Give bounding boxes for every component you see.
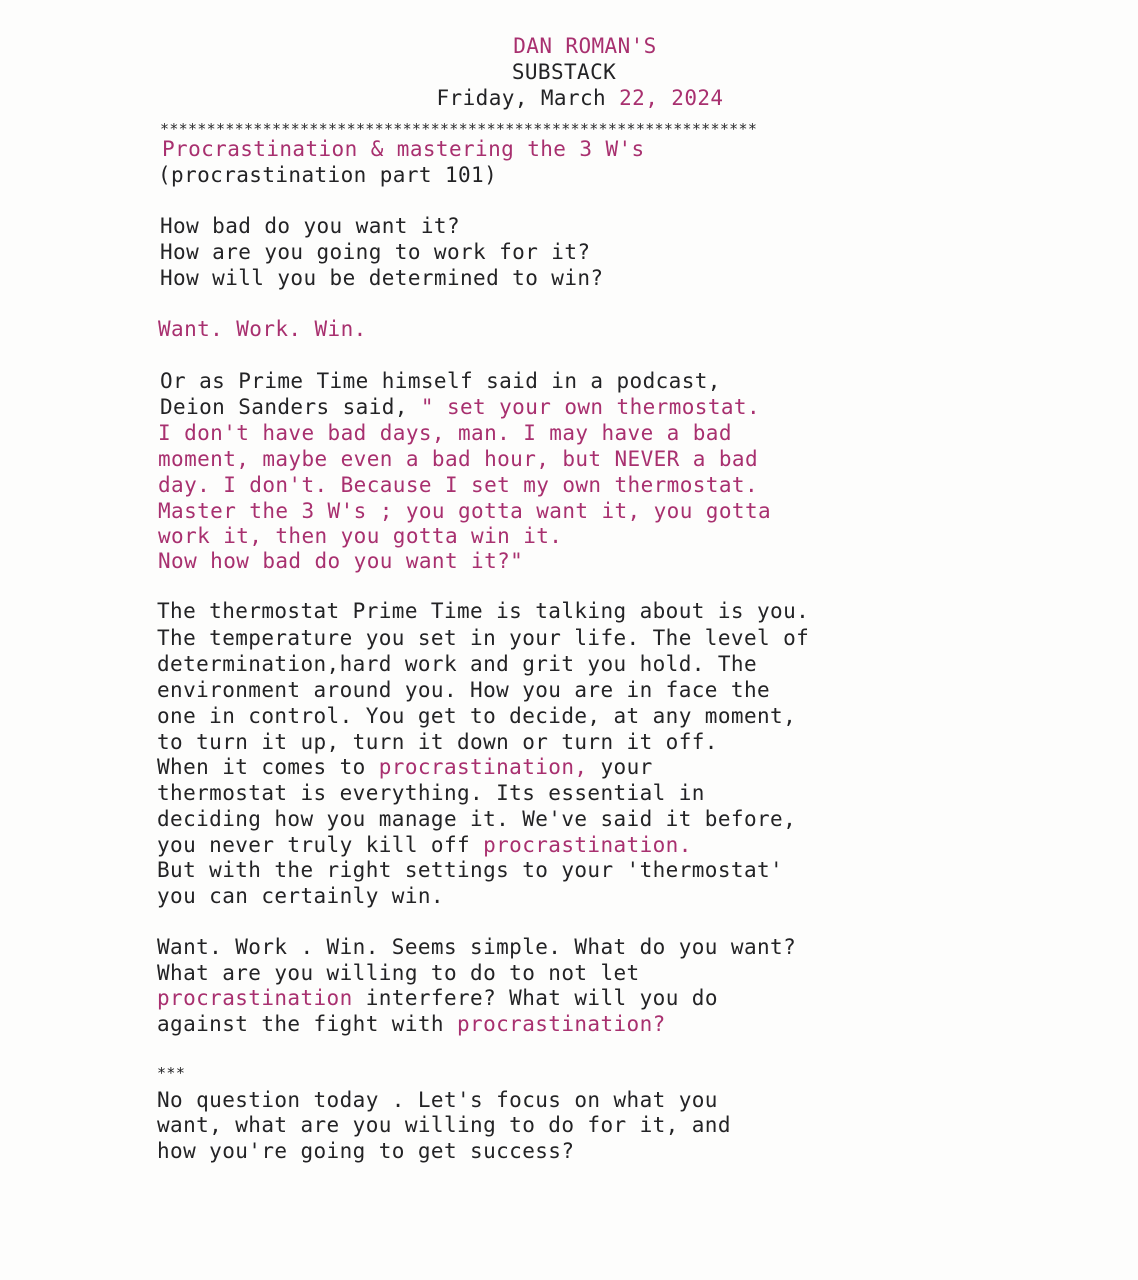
quote-text: I don't have bad days, man. I may have a bad	[158, 421, 732, 445]
quote-intro: Or as Prime Time himself said in a podcast,	[160, 369, 721, 393]
body-line: you can certainly win.	[157, 884, 444, 908]
body-line: What are you willing to do to not let	[157, 961, 640, 985]
closing-line: how you're going to get success?	[157, 1139, 575, 1163]
body-line: environment around you. How you are in face the	[157, 678, 771, 702]
post-date	[0, 85, 1138, 111]
question-line: How will you be determined to win?	[160, 266, 604, 290]
body-line	[157, 1011, 666, 1037]
highlight-word: procrastination?	[457, 1012, 666, 1036]
highlight-word: procrastination	[157, 986, 353, 1010]
highlight-word: procrastination.	[483, 833, 692, 857]
body-line: But with the right settings to your 'thermostat'	[157, 858, 784, 882]
body-line	[157, 754, 653, 780]
body-text: you never truly kill off	[157, 833, 484, 857]
closing-line: No question today . Let's focus on what you	[157, 1088, 718, 1112]
post-title: Procrastination & mastering the 3 W's	[162, 137, 645, 161]
quote-text: day. I don't. Because I set my own thermostat.	[158, 473, 758, 497]
author-name: DAN ROMAN'S	[513, 34, 657, 58]
body-line: determination,hard work and grit you hold. The	[157, 652, 757, 676]
publication-name: SUBSTACK	[511, 60, 617, 84]
quote-text: moment, maybe even a bad hour, but NEVER a bad	[158, 447, 758, 471]
closing-line: want, what are you willing to do for it, and	[157, 1113, 731, 1137]
body-line	[157, 985, 718, 1011]
star-separator: ****************************************************************	[160, 120, 758, 138]
post-subtitle: (procrastination part 101)	[158, 163, 498, 187]
body-text: against the fight with	[157, 1012, 457, 1036]
body-line: The thermostat Prime Time is talking about is you.	[157, 599, 810, 623]
body-text: When it comes to	[157, 755, 379, 779]
body-line: to turn it up, turn it down or turn it off.	[157, 730, 718, 754]
question-line: How bad do you want it?	[160, 214, 460, 238]
motto: Want. Work. Win.	[158, 317, 367, 341]
quote-text: Now how bad do you want it?"	[158, 549, 524, 573]
date-day-year: 22, 2024	[619, 86, 724, 110]
body-line: Want. Work . Win. Seems simple. What do you want?	[157, 935, 797, 959]
section-divider: ***	[157, 1064, 186, 1082]
question-line: How are you going to work for it?	[160, 240, 591, 264]
body-line	[157, 832, 692, 858]
body-line: The temperature you set in your life. The level of	[157, 626, 810, 650]
body-line: thermostat is everything. Its essential in	[157, 781, 705, 805]
quote-intro-line	[160, 394, 760, 420]
body-line: one in control. You get to decide, at any moment,	[157, 704, 797, 728]
quote-text: work it, then you gotta win it.	[158, 524, 563, 548]
quote-attribution: Deion Sanders said,	[160, 395, 421, 419]
body-text: your	[587, 755, 653, 779]
body-text: interfere? What will you do	[352, 986, 718, 1010]
quote-text: " set your own thermostat.	[420, 395, 760, 419]
date-weekday-month: Friday, March	[436, 86, 620, 110]
body-line: deciding how you manage it. We've said it before,	[157, 807, 797, 831]
highlight-word: procrastination,	[378, 755, 588, 779]
quote-text: Master the 3 W's ; you gotta want it, you gotta	[158, 499, 772, 523]
